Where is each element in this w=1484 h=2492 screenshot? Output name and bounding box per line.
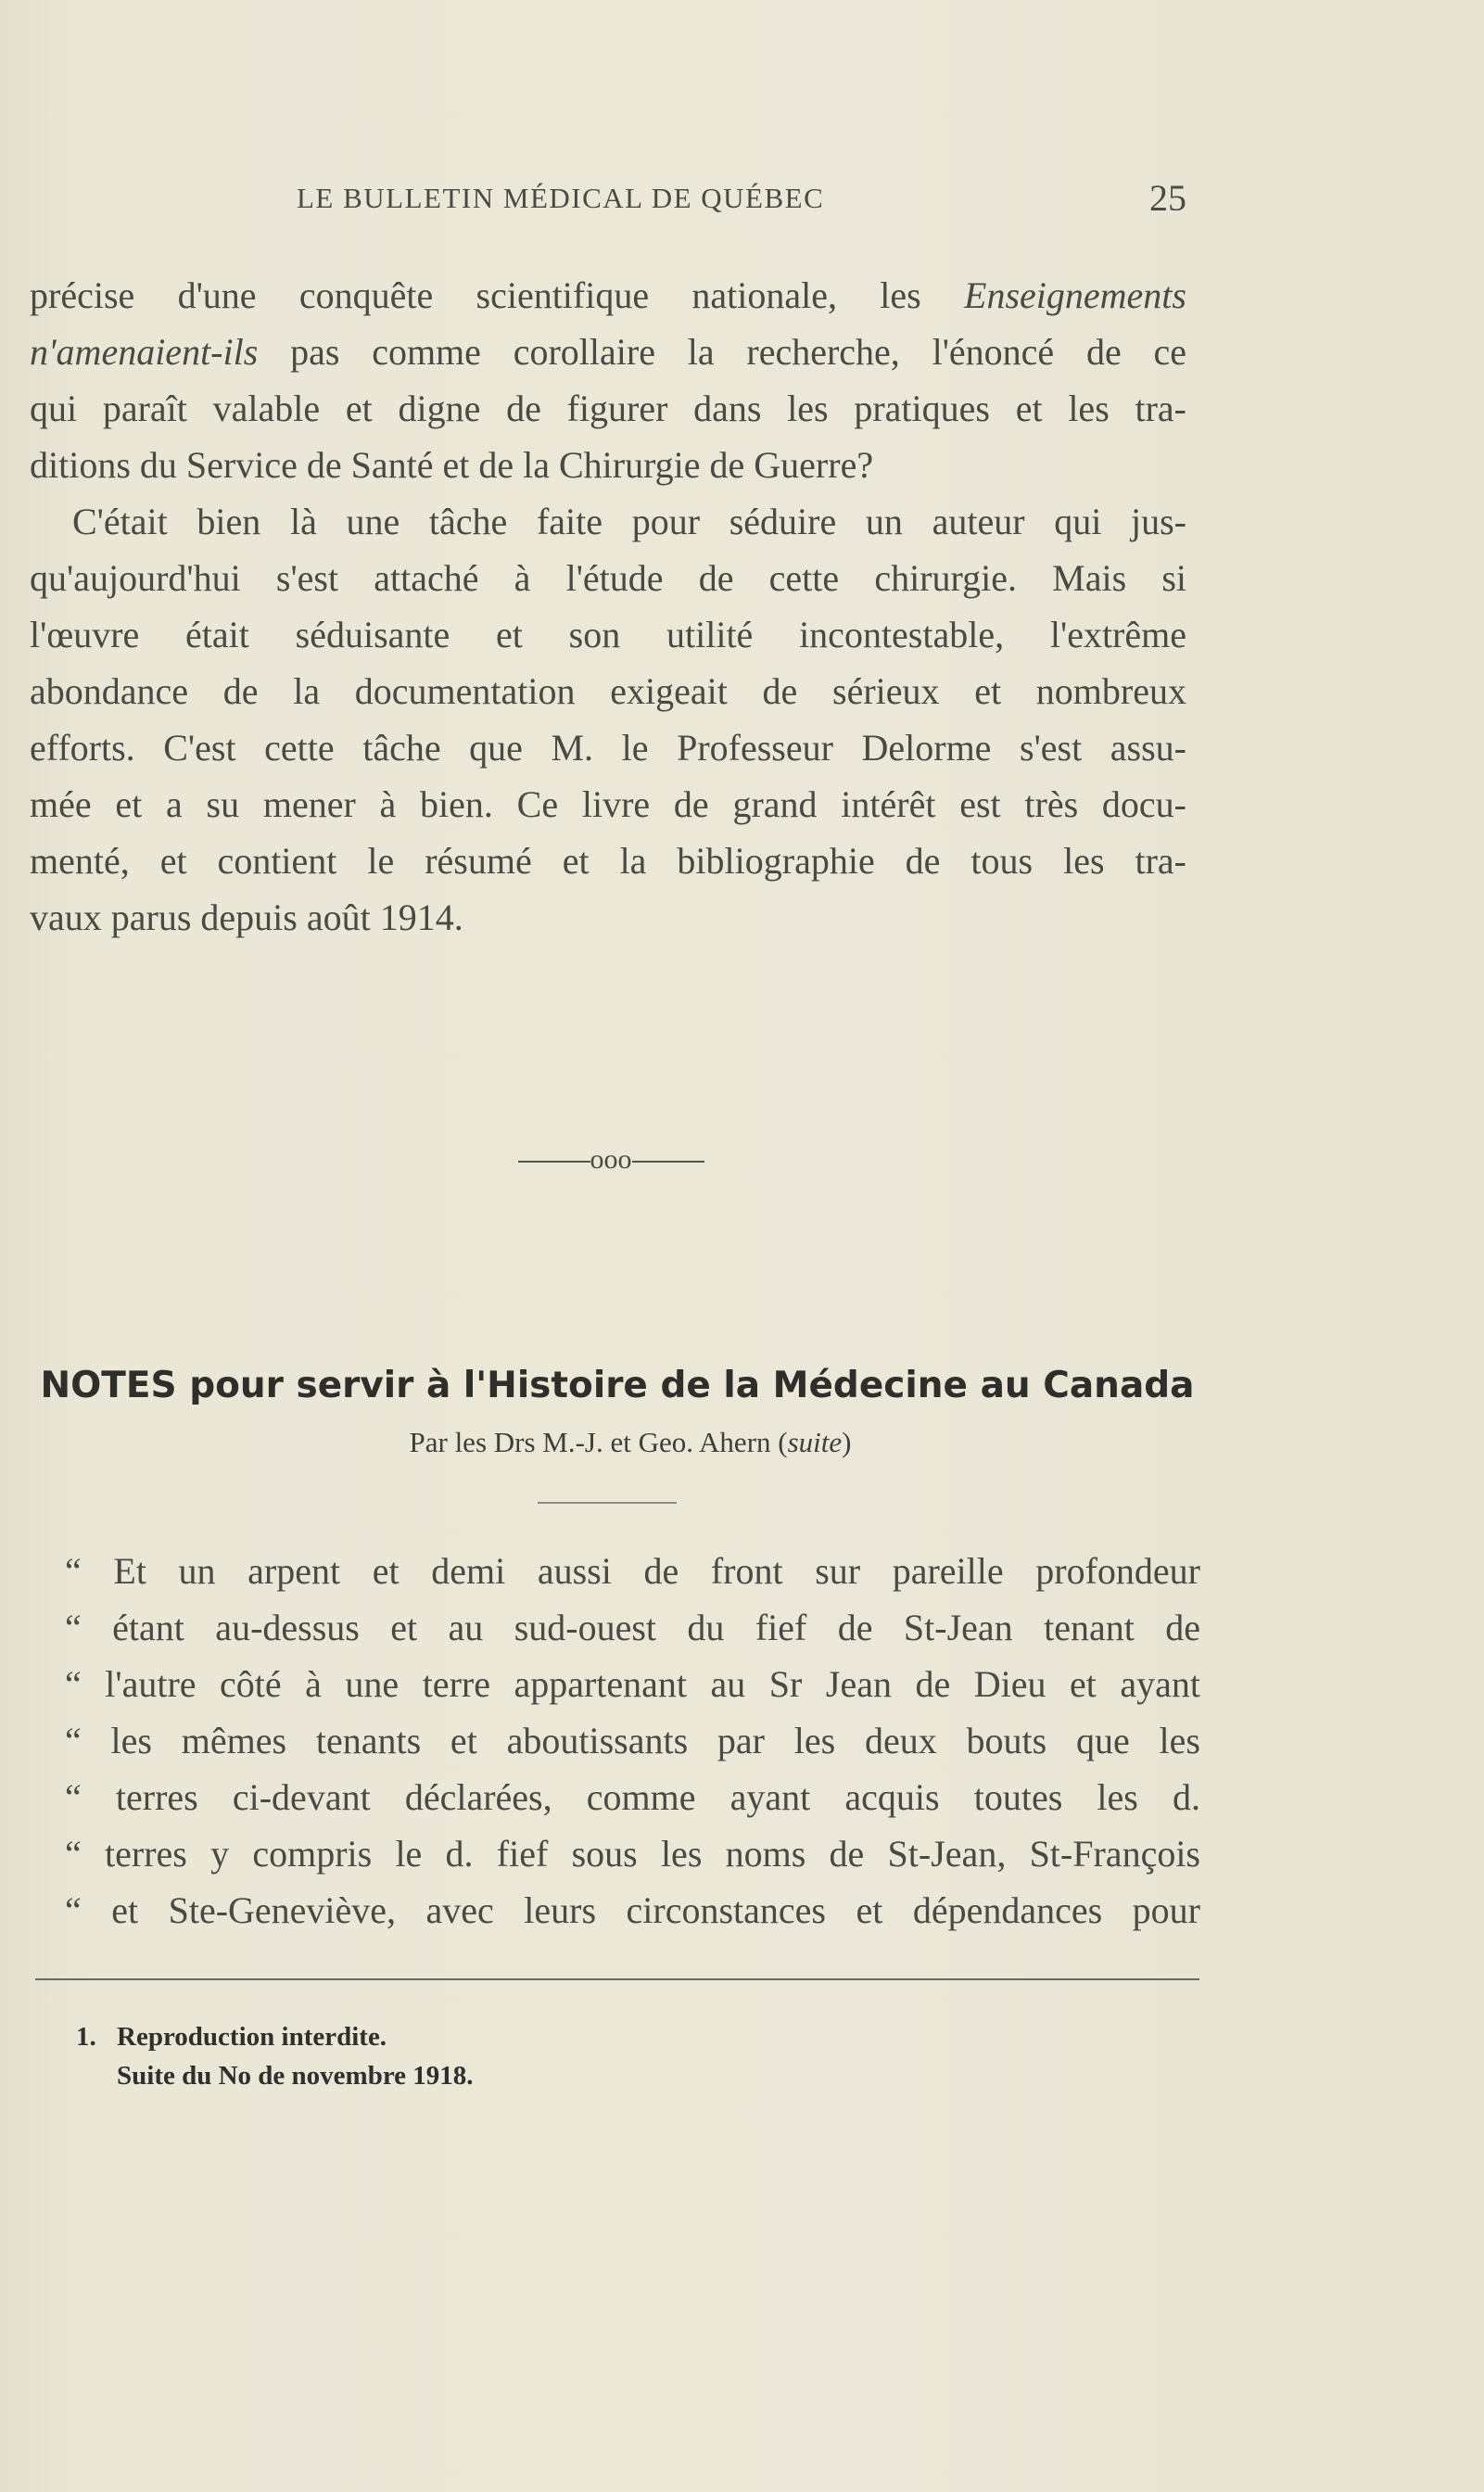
- quote-line: “ terres y compris le d. fief sous les noms de St-Jean, St-François: [65, 1833, 1200, 1875]
- text-line: abondance de la documentation exigeait de sérieux et nombreux: [30, 670, 1186, 712]
- quote-line: “ et Ste-Geneviève, avec leurs circonstances et dépendances pour: [65, 1889, 1200, 1931]
- text-line: qu'aujourd'hui s'est attaché à l'étude de cette chirurgie. Mais si: [30, 557, 1186, 599]
- footnote-number: 1.: [76, 2022, 96, 2052]
- quote-line: “ les mêmes tenants et aboutissants par les deux bouts que les: [65, 1720, 1200, 1761]
- text-line: n'amenaient-ils pas comme corollaire la recherche, l'énoncé de ce: [30, 331, 1186, 373]
- text-line: menté, et contient le résumé et la bibliographie de tous les tra-: [30, 840, 1186, 882]
- title-divider: [538, 1502, 677, 1504]
- byline: Par les Drs M.-J. et Geo. Ahern (suite): [409, 1426, 852, 1458]
- text-line: vaux parus depuis août 1914.: [30, 896, 463, 938]
- text-line: précise d'une conquête scientifique nationale, les Enseignements: [30, 274, 1186, 316]
- paragraph-review: [30, 493, 1186, 946]
- quote-line: “ l'autre côté à une terre appartenant au Sr Jean de Dieu et ayant: [65, 1663, 1200, 1705]
- quote-line: “ étant au-dessus et au sud-ouest du fief de St-Jean tenant de: [65, 1607, 1200, 1648]
- paragraph-continued: [30, 267, 1186, 493]
- ornament-rule-right: [632, 1161, 704, 1163]
- text-line: l'œuvre était séduisante et son utilité incontestable, l'extrême: [30, 614, 1186, 655]
- text-line: mée et a su mener à bien. Ce livre de grand intérêt est très docu-: [30, 783, 1186, 825]
- quote-line: “ Et un arpent et demi aussi de front sur pareille profondeur: [65, 1550, 1200, 1592]
- text-line: qui paraît valable et digne de figurer dans les pratiques et les tra-: [30, 388, 1186, 429]
- footnote-divider: [35, 1978, 1199, 1980]
- text-line: efforts. C'est cette tâche que M. le Professeur Delorme s'est assu-: [30, 727, 1186, 769]
- footnote-1: 1. Reproduction interdite.: [76, 2017, 910, 2056]
- text-line: ditions du Service de Santé et de la Chirurgie de Guerre?: [30, 444, 874, 486]
- footnote-1-continuation: Suite du No de novembre 1918.: [117, 2061, 474, 2091]
- page-number: 25: [1149, 177, 1186, 219]
- ornament-glyphs: ooo: [590, 1144, 632, 1175]
- quoted-text: [65, 1543, 1200, 1939]
- section-title: NOTES pour servir à l'Histoire de la Médecine au Canada: [40, 1365, 1195, 1406]
- journal-title: LE BULLETIN MÉDICAL DE QUÉBEC: [297, 182, 825, 214]
- quote-line: “ terres ci-devant déclarées, comme ayant acquis toutes les d.: [65, 1776, 1200, 1818]
- running-head: [297, 177, 1186, 222]
- section-ornament: [497, 1146, 725, 1174]
- text-line: C'était bien là une tâche faite pour séduire un auteur qui jus-: [72, 501, 1186, 542]
- footnotes: [76, 2017, 910, 2095]
- ornament-rule-left: [518, 1161, 590, 1163]
